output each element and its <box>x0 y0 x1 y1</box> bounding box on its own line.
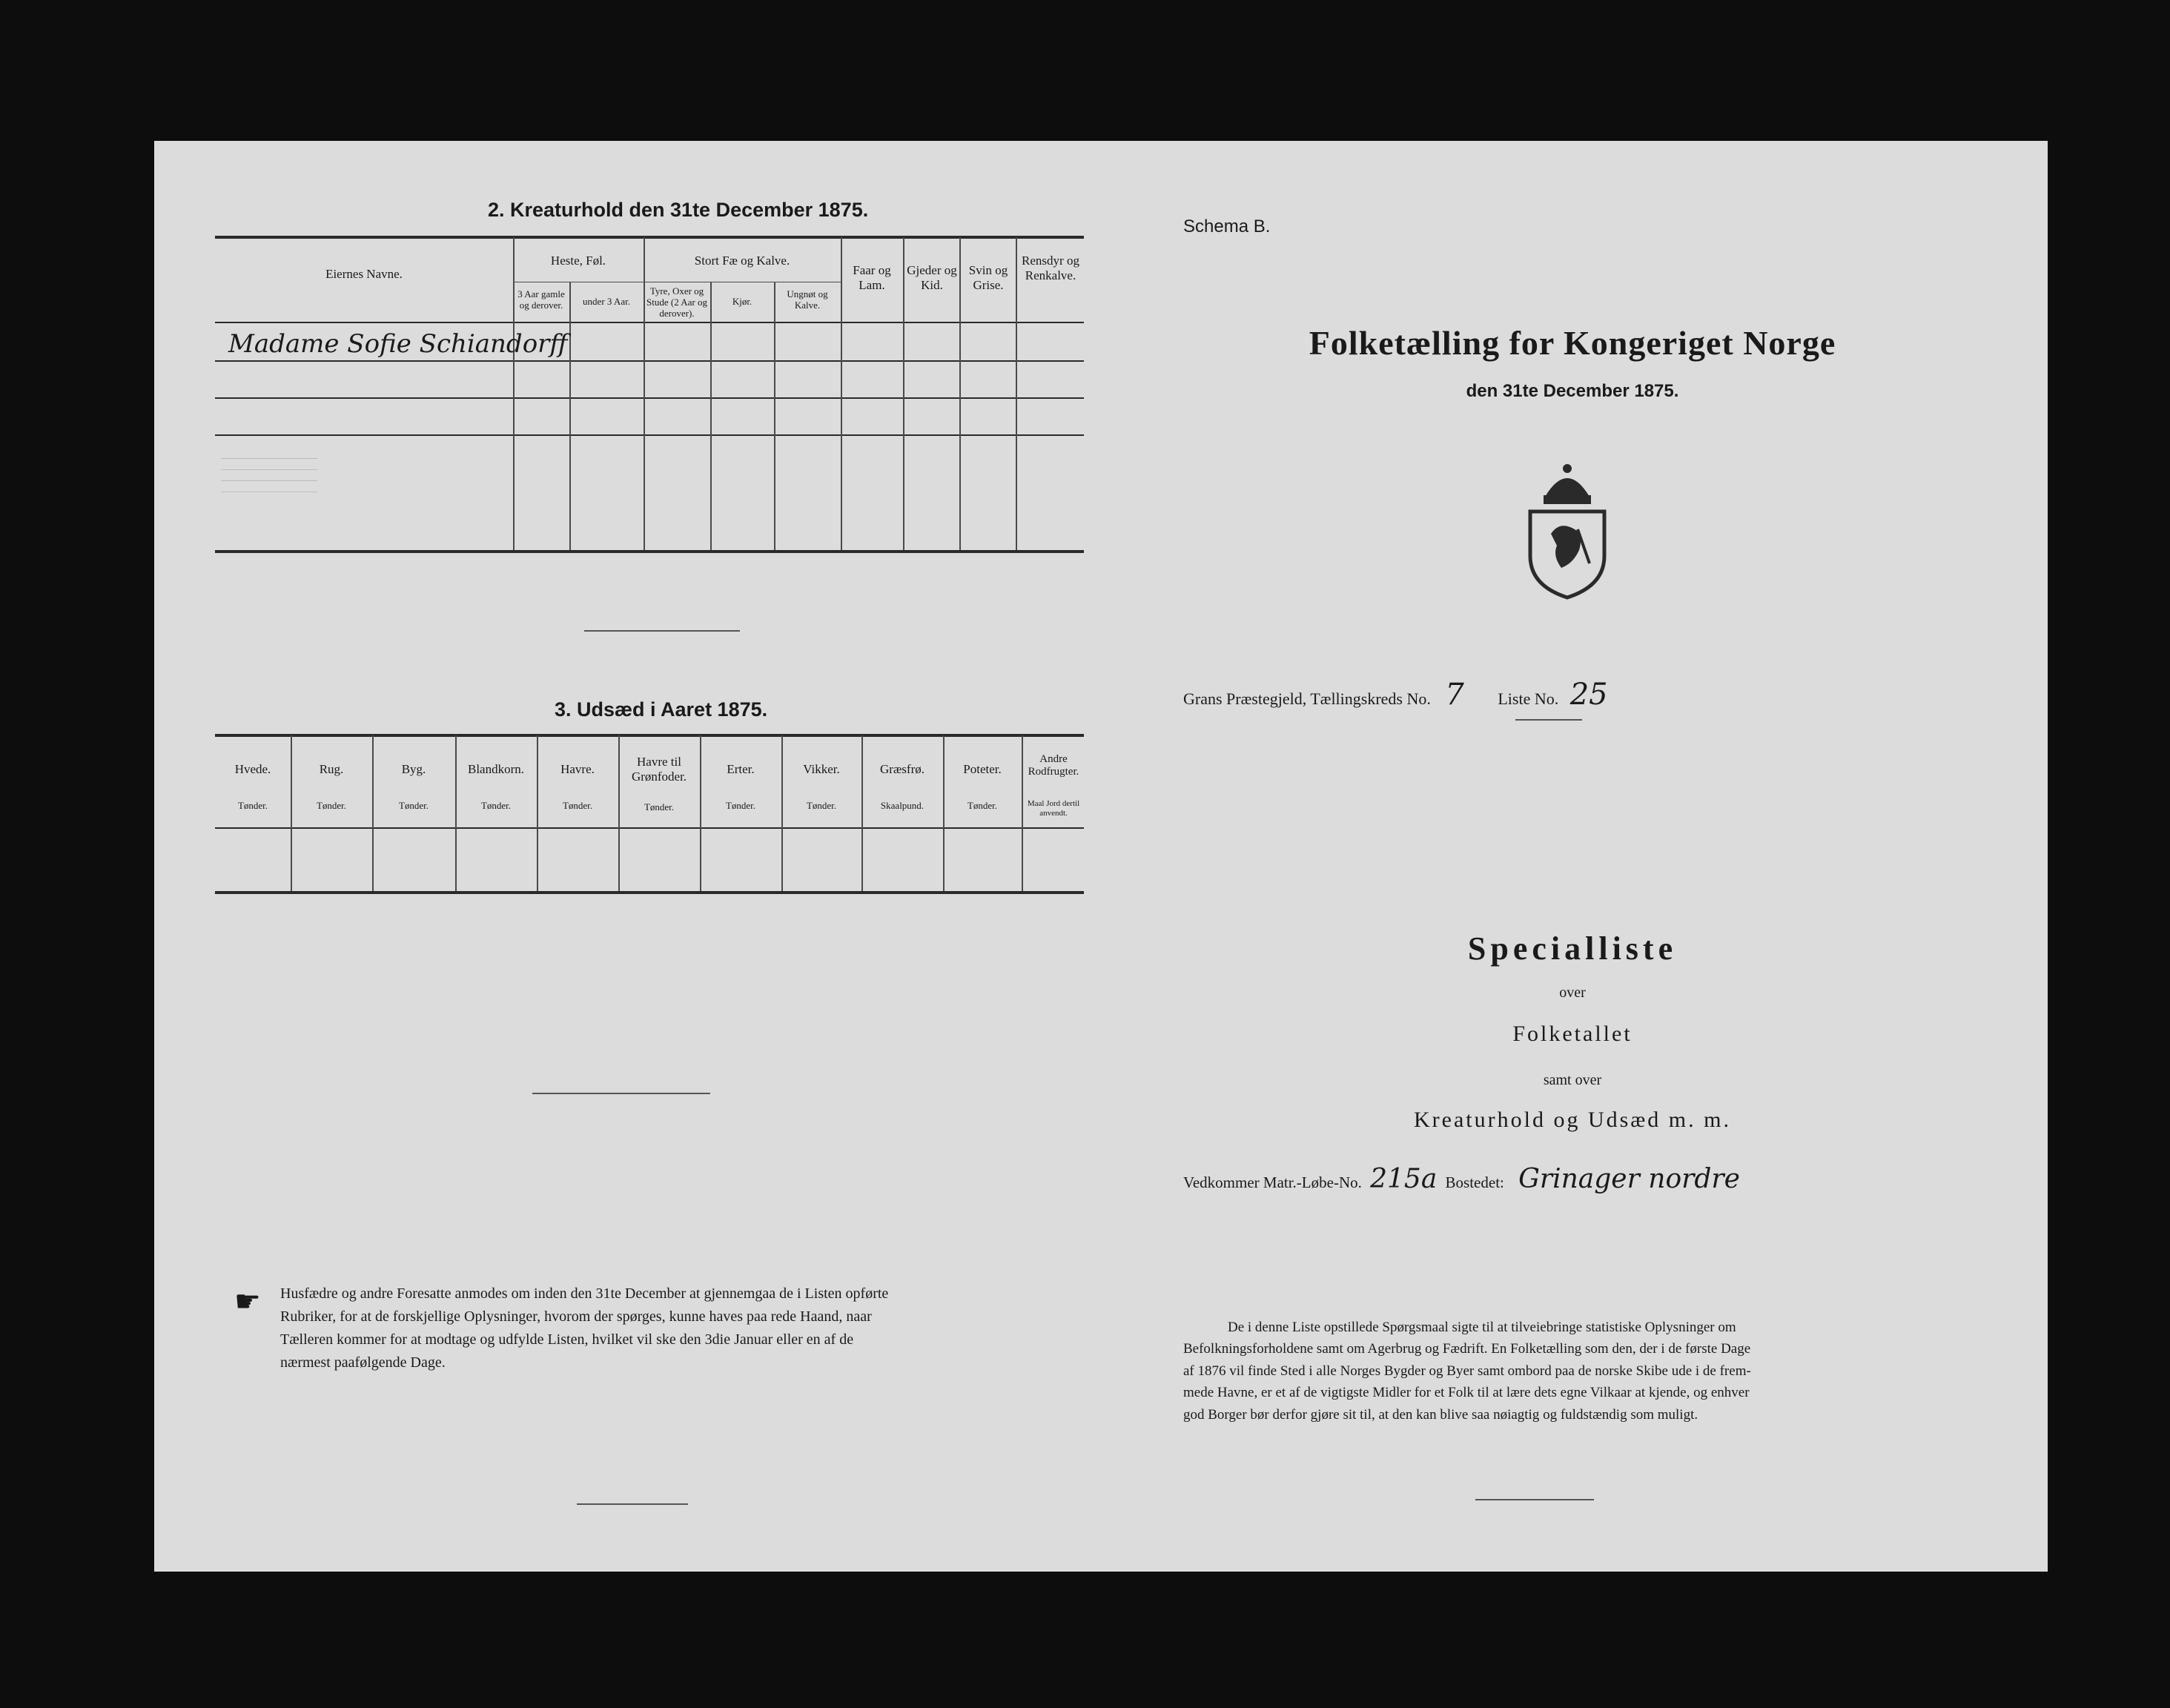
folketallet-label: Folketallet <box>1512 1022 1633 1046</box>
parish-name: Grans <box>1183 689 1223 708</box>
footer-line: af 1876 vil finde Sted i alle Norges Bygder og Byer samt ombord paa de norske Skibe ude i de frem- <box>1183 1363 1751 1379</box>
crop-unit: Tønder. <box>562 800 593 811</box>
matr-label: Vedkommer Matr.-Løbe-No. <box>1183 1174 1362 1191</box>
special-list-title: Specialliste <box>1467 930 1678 967</box>
footer-line: Befolkningsforholdene samt om Agerbrug og Fædrift. En Folketælling som den, der i de første Dage <box>1183 1341 1751 1357</box>
livestock-sowing-label: Kreaturhold og Udsæd m. m. <box>1414 1108 1731 1132</box>
footer-line: De i denne Liste opstillede Spørgsmaal sigte til at tilveiebringe statistiske Oplysninger om <box>1228 1320 1736 1335</box>
table2-col-line <box>569 282 571 550</box>
table3-col-line <box>291 735 292 891</box>
crop-unit: Tønder. <box>967 800 998 811</box>
crop-header: Blandkorn. <box>467 762 525 776</box>
crop-header: Havre til Grønfoder. <box>631 755 687 784</box>
schema-label: Schema B. <box>1183 216 1271 236</box>
table2-col-line <box>1016 237 1017 550</box>
crop-header: Andre Rodfrugter. <box>1028 753 1079 778</box>
cows-header: Kjør. <box>732 296 752 307</box>
table3-bottom-rule <box>215 891 1084 894</box>
crop-header: Hvede. <box>234 762 271 776</box>
separator-line <box>1475 1499 1594 1500</box>
crop-unit: Tønder. <box>806 800 837 811</box>
table2-col-line <box>774 282 775 550</box>
separator-line <box>1515 719 1582 721</box>
census-date: den 31te December 1875. <box>1466 381 1679 401</box>
list-number: 25 <box>1569 678 1608 712</box>
table2-col-line <box>513 237 515 550</box>
table3-header-rule <box>215 827 1084 829</box>
footer-line: god Borger bør derfor gjøre sit til, at den kan blive saa nøiagtig og fuldstændig som muligt. <box>1183 1406 1698 1423</box>
bulls-oxen-header: Tyre, Oxer og Stude (2 Aar og derover). <box>646 285 707 319</box>
crop-header: Poteter. <box>963 762 1002 776</box>
notice-text <box>280 1282 1074 1374</box>
table2-top-rule <box>215 236 1084 239</box>
coat-of-arms-icon <box>1515 452 1619 600</box>
reindeer-header: Rensdyr og Renkalve. <box>1022 254 1079 282</box>
right-page <box>1097 141 2048 1572</box>
sheep-header: Faar og Lam. <box>853 263 891 292</box>
table2-bottom-rule <box>215 550 1084 553</box>
matr-number: 215a <box>1370 1164 1438 1194</box>
owner-name-header: Eiernes Navne. <box>325 267 403 281</box>
crop-header: Græsfrø. <box>880 762 924 776</box>
crop-unit: Skaalpund. <box>880 800 924 811</box>
crop-unit: Tønder. <box>644 801 675 812</box>
table3-col-line <box>537 735 538 891</box>
young-cattle-header: Ungnøt og Kalve. <box>787 288 828 311</box>
horses-group-header: Heste, Føl. <box>550 254 606 268</box>
notice-line: Tælleren kommer for at modtage og udfylde Listen, hvilket vil ske den 3die Januar eller en af de <box>280 1331 854 1348</box>
separator-line <box>532 1093 710 1094</box>
notice-line: Rubriker, for at de forskjellige Oplysninger, hvorom der spørges, kunne haves paa rede Haand, naar <box>280 1308 872 1325</box>
section2-title: 2. Kreaturhold den 31te December 1875. <box>488 199 869 221</box>
bosted-label: Bostedet: <box>1445 1174 1504 1191</box>
samt-over-label: samt over <box>1543 1072 1602 1088</box>
horses-under3-header: under 3 Aar. <box>583 296 630 307</box>
footer-line: mede Havne, er et af de vigtigste Midler for et Folk til at lære dets egne Vilkaar at kjende, og enhver <box>1183 1385 1750 1401</box>
district-number: 7 <box>1445 678 1464 712</box>
table2-col-line <box>710 282 712 550</box>
table3-col-line <box>372 735 374 891</box>
list-label: Liste No. <box>1498 689 1559 708</box>
crop-unit: Tønder. <box>237 800 268 811</box>
notice-line: Husfædre og andre Foresatte anmodes om inden den 31te December at gjennemgaa de i Listen opførte <box>280 1285 889 1302</box>
table3-col-line <box>861 735 863 891</box>
table2-col-line <box>644 237 645 550</box>
crop-header: Havre. <box>560 762 595 776</box>
notice-line: nærmest paafølgende Dage. <box>280 1354 446 1371</box>
goats-header: Gjeder og Kid. <box>907 263 957 292</box>
table2-row-rule <box>215 360 1084 362</box>
main-title: Folketælling for Kongeriget Norge <box>1309 324 1836 362</box>
horses-3yr-header: 3 Aar gamle og derover. <box>517 288 565 311</box>
district-line <box>1183 678 1608 712</box>
table2-row-rule <box>215 397 1084 399</box>
crop-unit: Tønder. <box>725 800 756 811</box>
table2-row-rule <box>215 434 1084 436</box>
section3-title: 3. Udsæd i Aaret 1875. <box>555 698 768 721</box>
owner-name-entry: Madame Sofie Schiandorff <box>228 329 568 359</box>
pointing-hand-icon: ☛ <box>234 1285 261 1318</box>
crop-unit: Tønder. <box>316 800 347 811</box>
bosted-value: Grinager nordre <box>1518 1164 1740 1194</box>
crop-header: Byg. <box>401 762 426 776</box>
over-label: over <box>1559 984 1586 1001</box>
footer-text <box>1183 1317 1969 1426</box>
crop-header: Vikker. <box>803 762 840 776</box>
separator-line <box>577 1503 688 1505</box>
table3-col-line <box>943 735 945 891</box>
parish-label: Præstegjeld, <box>1226 689 1307 708</box>
crop-unit: Tønder. <box>480 800 512 811</box>
property-line <box>1183 1164 1740 1194</box>
crop-header: Erter. <box>727 762 755 776</box>
crop-unit: Tønder. <box>398 800 429 811</box>
crop-header: Rug. <box>319 762 344 776</box>
left-page <box>154 141 1098 1572</box>
table3-top-rule <box>215 734 1084 737</box>
table3-col-line <box>781 735 783 891</box>
table3-col-line <box>455 735 457 891</box>
bleed-through-text <box>221 452 317 503</box>
pigs-header: Svin og Grise. <box>968 263 1008 292</box>
cattle-group-header: Stort Fæ og Kalve. <box>694 254 790 268</box>
crop-unit: Maal Jord dertil anvendt. <box>1027 799 1080 818</box>
table2-header-rule <box>215 322 1084 323</box>
district-label: Tællingskreds No. <box>1310 689 1431 708</box>
table3-col-line <box>700 735 701 891</box>
separator-line <box>584 630 740 632</box>
